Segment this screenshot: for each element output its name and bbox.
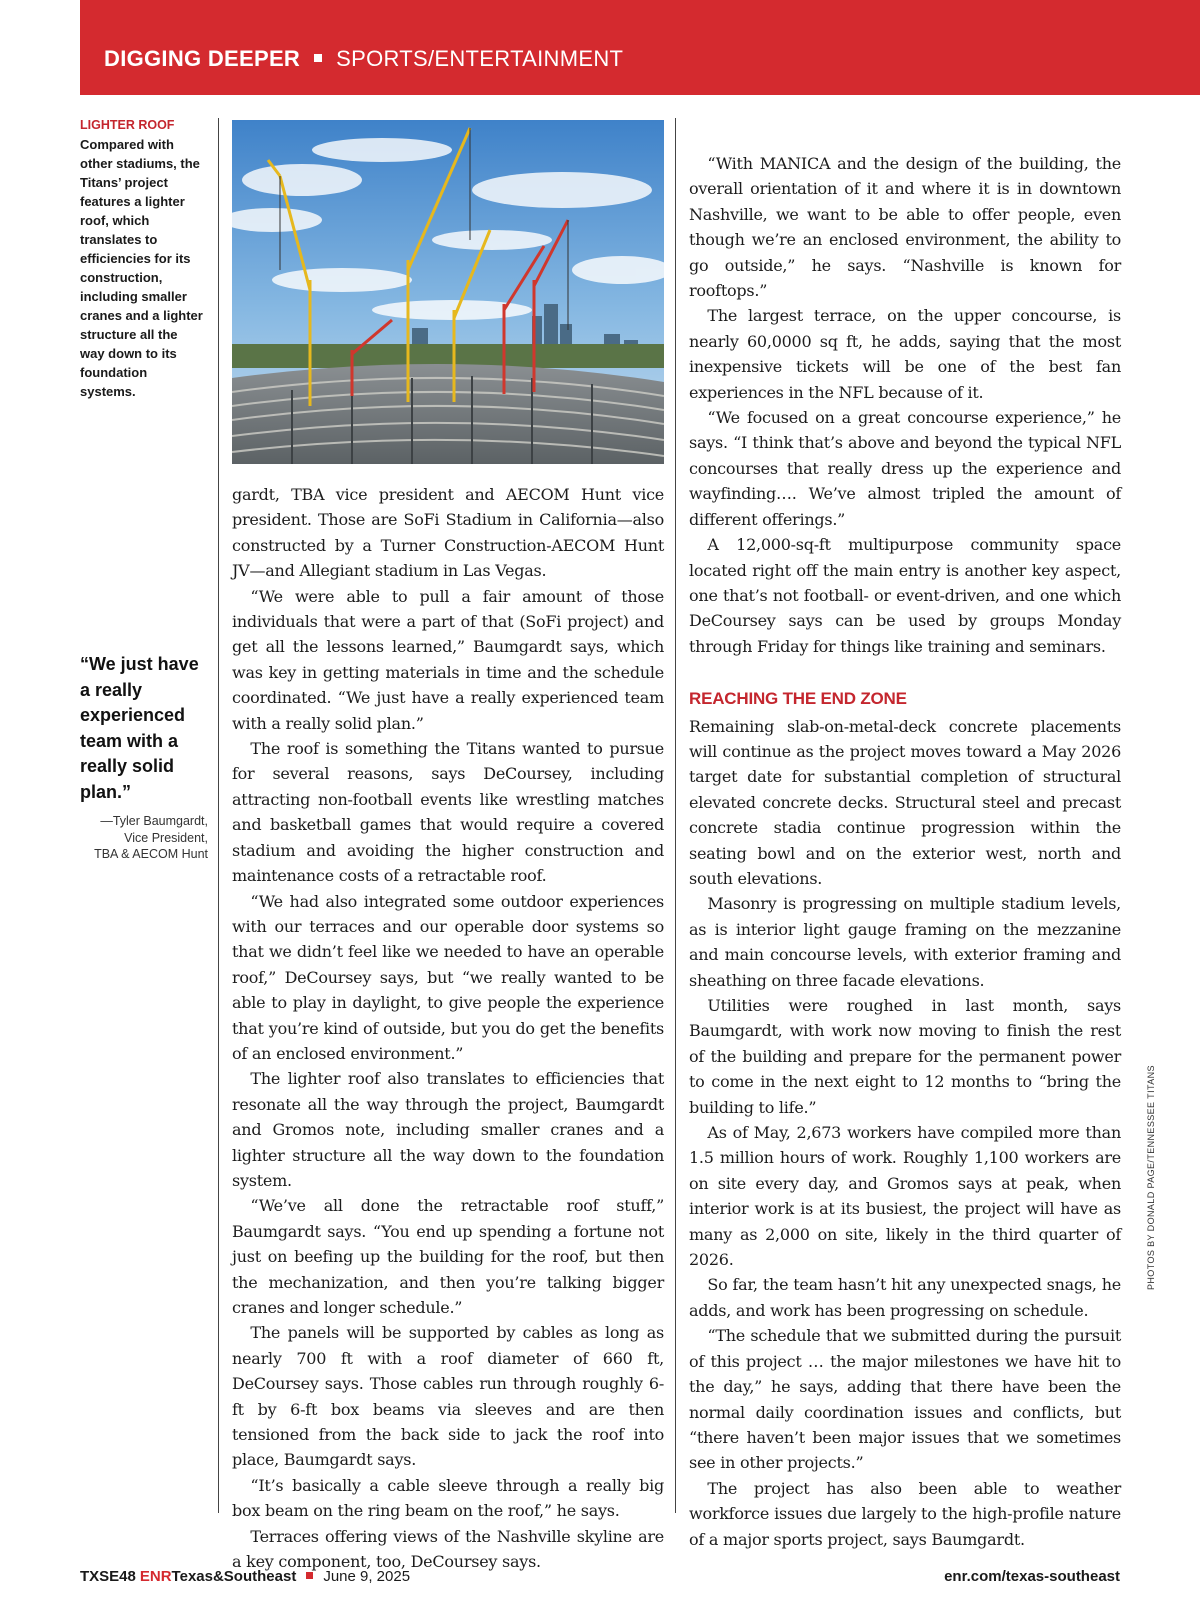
article-paragraph: A 12,000-sq-ft multipurpose community space located right off the main entry is another key aspect, one that’s not football- or event-driven, and one which DeCoursey says can be used by groups Monday through Friday for things like training and seminars.: [689, 535, 1121, 656]
section-banner: [80, 0, 1200, 95]
attribution-title: Vice President,: [124, 830, 208, 845]
banner-section: DIGGING DEEPER: [104, 46, 301, 71]
article-paragraph: “We had also integrated some outdoor experiences with our terraces and our operable door systems so that we didn’t feel like we needed to have an operable roof,” DeCoursey says, but “we really wanted to be able to play in daylight, to give people the experience that you’re kind of outside, but you do get the benefits of an enclosed environment.”: [232, 891, 664, 1063]
article-paragraph: The roof is something the Titans wanted to pursue for several reasons, says DeCoursey, including attracting non-football events like wrestling matches and basketball games that would require a covered stadium and avoiding the higher construction and maintenance costs of a retractable roof.: [232, 739, 664, 886]
photo-credit: PHOTOS BY DONALD PAGE/TENNESSEE TITANS: [1146, 1065, 1156, 1290]
article-paragraph: Remaining slab-on-metal-deck concrete placements will continue as the project moves toward a May 2026 target date for substantial completion of structural elevated concrete decks. Structural steel and precast concrete stadia continue progression within the seating bowl and on the exterior west, north and south elevations.: [689, 716, 1121, 888]
article-paragraph: “We’ve all done the retractable roof stuff,” Baumgardt says. “You end up spending a fortune not just on beefing up the building for the roof, but then the mechanization, and then you’re talking bigger cranes and longer schedule.”: [232, 1196, 664, 1317]
article-paragraph: “We were able to pull a fair amount of those individuals that were a part of that (SoFi project) and get all the lessons learned,” Baumgardt says, which was key in getting materials in time and the schedule coordinated. “We just have a really experienced team with a really solid plan.”: [232, 586, 664, 733]
pull-quote: [80, 652, 208, 863]
article-paragraph: The largest terrace, on the upper concourse, is nearly 60,0000 sq ft, he adds, saying that the most inexpensive tickets will be one of the best fan experiences in the NFL because of it.: [689, 306, 1121, 402]
article-paragraph: The project has also been able to weather workforce issues due largely to the high-profile nature of a major sports project, says Baumgardt.: [689, 1478, 1121, 1549]
article-paragraph: Terraces offering views of the Nashville skyline are a key component, too, DeCoursey says.: [232, 1526, 664, 1572]
article-paragraph: “The schedule that we submitted during the pursuit of this project … the major milestones we have hit to the day,” he says, adding that there have been the normal daily coordination issues and conflicts, but “there haven’t been major issues that we sometimes see in other projects.”: [689, 1326, 1121, 1473]
stadium-construction-photo: [232, 120, 664, 464]
caption-text: Compared with other stadiums, the Titans’ project features a lighter roof, which translates to efficiencies for its construction, including smaller cranes and a lighter structure all the way down to its foundation systems.: [80, 137, 203, 399]
attribution-org: TBA & AECOM Hunt: [94, 847, 208, 861]
article-column-right-top: [689, 151, 1121, 659]
article-column-right: [689, 151, 1121, 1552]
article-paragraph: Utilities were roughed in last month, says Baumgardt, with work now moving to finish the rest of the building and prepare for the permanent power to come in the next eight to 12 months to “bring the building to life.”: [689, 996, 1121, 1117]
article-paragraph: gardt, TBA vice president and AECOM Hunt vice president. Those are SoFi Stadium in California—also constructed by a Turner Construction-AECOM Hunt JV—and Allegiant stadium in Las Vegas.: [232, 485, 664, 581]
article-paragraph: “With MANICA and the design of the building, the overall orientation of it and where it is in downtown Nashville, we want to be able to offer people, even though we’re an enclosed environment, the ability to go outside,” he says. “Nashville is known for rooftops.”: [689, 154, 1121, 301]
page-footer: [80, 1568, 1120, 1588]
article-column-right-bottom: [689, 714, 1121, 1552]
edition-name: Texas&Southeast: [171, 1568, 297, 1585]
article-paragraph: “It’s basically a cable sleeve through a really big box beam on the ring beam on the roof,” he says.: [232, 1475, 664, 1521]
pull-quote-attribution: [80, 813, 208, 863]
footer-separator: [306, 1572, 313, 1579]
pull-quote-text: “We just have a really experienced team with a really solid plan.”: [80, 654, 199, 802]
section-subhead: REACHING THE END ZONE: [689, 689, 907, 709]
brand-logo: ENR: [139, 1568, 172, 1585]
article-paragraph: The panels will be supported by cables as long as nearly 700 ft with a roof diameter of 660 ft, DeCoursey says. Those cables run through roughly 6-ft by 6-ft box beams via sleeves and are then tensioned from the back side to jack the roof into place, Baumgardt says.: [232, 1323, 664, 1470]
banner-text: [104, 46, 623, 72]
article-paragraph: Masonry is progressing on multiple stadium levels, as is interior light gauge framing on the mezzanine and main concourse levels, with exterior framing and sheathing on three facade elevations.: [689, 894, 1121, 990]
article-paragraph: As of May, 2,673 workers have compiled more than 1.5 million hours of work. Roughly 1,100 workers are on site every day, and Gromos says at peak, when interior work is at its busiest, the project will have as many as 2,000 on site, likely in the third quarter of 2026.: [689, 1123, 1121, 1270]
article-column-middle: [232, 482, 664, 1574]
photo-caption: [80, 118, 205, 401]
page-number: TXSE48: [80, 1568, 136, 1585]
banner-separator: [314, 54, 322, 62]
caption-label: LIGHTER ROOF: [80, 118, 175, 132]
issue-date: June 9, 2025: [323, 1568, 411, 1585]
article-paragraph: So far, the team hasn’t hit any unexpected snags, he adds, and work has been progressing on schedule.: [689, 1275, 1121, 1320]
footer-left: [80, 1568, 410, 1585]
attribution-name: —Tyler Baumgardt,: [100, 814, 208, 828]
article-paragraph: “We focused on a great concourse experience,” he says. “I think that’s above and beyond the typical NFL concourses that really dress up the experience and wayfinding…. We’ve almost tripled the amount of different offerings.”: [689, 408, 1121, 529]
banner-subsection: SPORTS/ENTERTAINMENT: [336, 46, 624, 71]
website-url[interactable]: enr.com/texas-southeast: [944, 1568, 1120, 1585]
article-paragraph: The lighter roof also translates to efficiencies that resonate all the way through the project, Baumgardt and Gromos note, including smaller cranes and a lighter structure all the way down to the foundation system.: [232, 1069, 664, 1190]
column-divider: [218, 118, 219, 1513]
column-divider: [675, 118, 676, 1513]
